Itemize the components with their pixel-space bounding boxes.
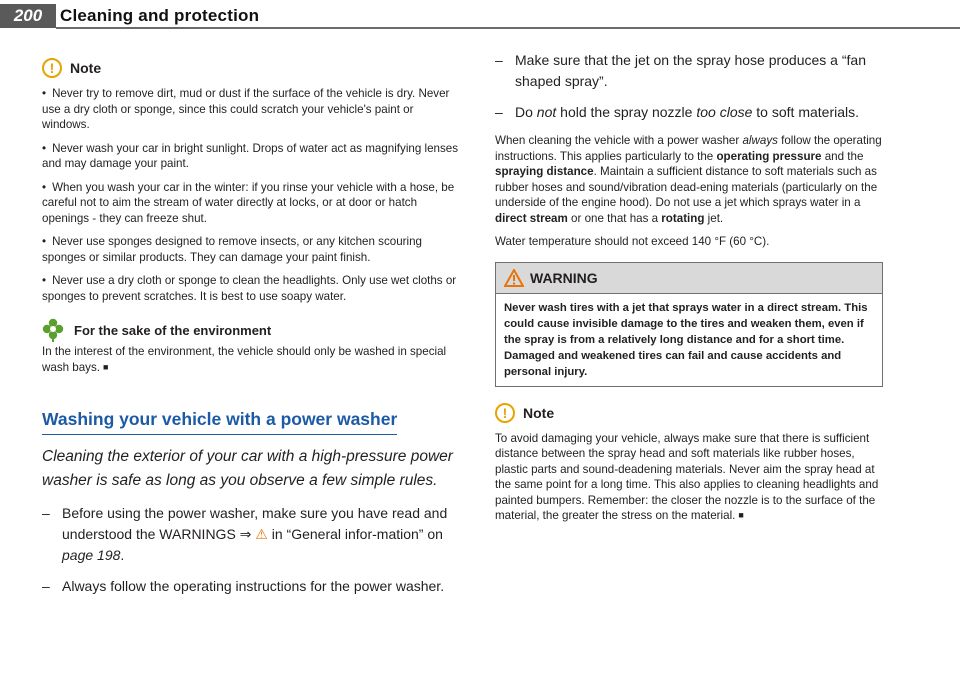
page-number: 200 [0,4,56,28]
note-text: To avoid damaging your vehicle, always make sure that there is sufficient distance between the spray head and soft materials like rubber hoses, plastic parts and sound-deadening materials. Never aim the spray head at the same point for a long time. This also applies to cleaning headlights and painted bumpers. Remember: the closer the nozzle is to the surface of the material, the greater the stress on the material. ■ [495,431,879,522]
section-intro: Cleaning the exterior of your car with a high-pressure power washer is safe as long as you observe a few simple rules. [42,448,453,489]
instruction-step: – Always follow the operating instructions for the power washer. [42,576,462,597]
instruction-step: – Make sure that the jet on the spray hose produces a “fan shaped spray”. [495,50,883,92]
flower-icon [42,318,64,342]
header-rule [56,27,960,29]
note-bullet: • When you wash your car in the winter: if you rinse your vehicle with a hose, be careful not to aim the stream of water directly at locks, or at door or hatch openings - they can freeze shut. [42,180,462,227]
instruction-step: – Before using the power washer, make sure you have read and understood the WARNINGS ⇒ ⚠ in “General infor-mation” on page 198. [42,503,462,566]
note-bullet: • Never try to remove dirt, mud or dust if the surface of the vehicle is dry. Never use a dry cloth or sponge, since this could scratch your vehicle's paint or windows. [42,86,462,133]
warning-triangle-icon [504,269,524,287]
note-bullet: • Never use a dry cloth or sponge to clean the headlights. Only use wet cloths or sponges to prevent scratches. It is best to use soapy water. [42,273,462,304]
instruction-step: – Do not hold the spray nozzle too close to soft materials. [495,102,883,123]
warning-heading [496,263,882,294]
environment-title: For the sake of the environment [74,322,272,338]
right-column [495,50,883,532]
warning-triangle-icon: ⚠ [255,526,268,542]
environment-heading [42,318,462,342]
note-bullet: • Never use sponges designed to remove insects, or any kitchen scouring sponges or similar products. They can damage your paint finish. [42,234,462,265]
note-title: Note [70,60,102,76]
chapter-title: Cleaning and protection [60,6,260,25]
note-bullet: • Never wash your car in bright sunlight. Drops of water act as magnifying lenses and may damage your paint. [42,141,462,172]
body-paragraph: Water temperature should not exceed 140 °F (60 °C). [495,235,770,248]
note-title: Note [523,404,555,421]
end-mark-icon: ■ [738,510,744,520]
page-reference[interactable]: page 198 [62,547,121,563]
warning-title: WARNING [530,269,598,286]
left-column [42,50,462,607]
warning-box [495,262,883,387]
exclamation-circle-icon: ! [42,58,62,78]
exclamation-circle-icon: ! [495,403,515,423]
page-header [0,0,960,36]
section-heading: Washing your vehicle with a power washer [42,409,397,435]
environment-text: In the interest of the environment, the vehicle should only be washed in special wash bays. ■ [42,345,447,374]
body-paragraph: When cleaning the vehicle with a power washer always follow the operating instructions. This applies particularly to the operating pressure and the spraying distance. Maintain a sufficient distance to soft materials such as rubber hoses and sound/vibration dead-ening materials (particularly on the underside of the engine hood). Do not use a jet which sprays water in a direct stream or one that has a rotating jet. [495,134,882,225]
end-mark-icon: ■ [103,361,109,372]
note-heading [42,58,462,78]
warning-text: Never wash tires with a jet that sprays water in a direct stream. This could cause invisible damage to the tires and weaken them, even if the spray is from a relatively long distance and for a short time. Damaged and weakened tires can fail and cause accidents and personal injury. [504,301,868,378]
note-heading [495,403,883,423]
